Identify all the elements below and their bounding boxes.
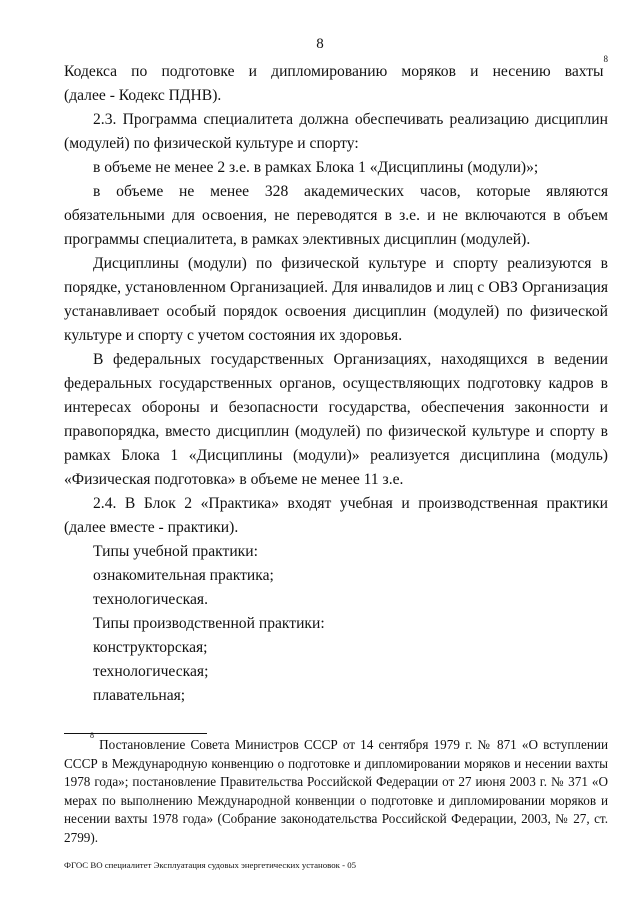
paragraph-2-4: 2.4. В Блок 2 «Практика» входят учебная и производственная практики (далее вместе - практики). bbox=[64, 495, 608, 536]
paragraph-2-3: 2.3. Программа специалитета должна обеспечивать реализацию дисциплин (модулей) по физической культуре и спорту: bbox=[64, 111, 608, 152]
footnote bbox=[64, 731, 609, 847]
list-heading-study-practice: Типы учебной практики: bbox=[93, 543, 258, 560]
footnote-divider bbox=[64, 733, 207, 734]
main-text bbox=[64, 54, 608, 708]
page-footer: ФГОС ВО специалитет Эксплуатация судовых энергетических установок - 05 bbox=[64, 860, 356, 870]
list-item: ознакомительная практика; bbox=[93, 567, 274, 584]
page-number: 8 bbox=[316, 36, 324, 52]
list-item: плавательная; bbox=[93, 687, 186, 704]
paragraph-1a bbox=[64, 54, 608, 84]
list-heading-production-practice: Типы производственной практики: bbox=[93, 615, 325, 632]
list-item: технологическая. bbox=[93, 591, 208, 608]
list-item: технологическая; bbox=[93, 663, 209, 680]
paragraph-1b: (далее - Кодекс ПДНВ). bbox=[64, 87, 222, 104]
paragraph-volume-1: в объеме не менее 2 з.е. в рамках Блока 1 «Дисциплины (модули)»; bbox=[93, 159, 539, 176]
footnote-text: Постановление Совета Министров СССР от 14 сентября 1979 г. № 871 «О вступлении СССР в Международную конвенцию о подготовке и дипломировании моряков и несении вахты 1978 года»; постановление Правительства Российской Федерации от 27 июня 2003 г. № 371 «О мерах по выполнению Международной конвенции о подготовке и дипломировании моряков и несении вахты 1978 года» (Собрание законодательства Российской Федерации, 2003, № 27, ст. 2799). bbox=[64, 737, 609, 845]
footnote-ref: 8 bbox=[603, 54, 608, 64]
paragraph-disciplines: Дисциплины (модули) по физической культуре и спорту реализуются в порядке, установленном Организацией. Для инвалидов и лиц с ОВЗ Организация устанавливает особый порядок освоения дисциплин (модулей) по физической культуре и спорту с учетом состояния их здоровья. bbox=[64, 255, 608, 344]
footnote-mark: 8 bbox=[90, 731, 94, 740]
list-item: конструкторская; bbox=[93, 639, 208, 656]
paragraph-1a-text: Кодекса по подготовке и дипломированию моряков и несению вахты bbox=[64, 63, 604, 80]
paragraph-federal: В федеральных государственных Организациях, находящихся в ведении федеральных государственных органов, осуществляющих подготовку кадров в интересах обороны и безопасности государства, обеспечения законности и правопорядка, вместо дисциплин (модулей) по физической культуре и спорту в рамках Блока 1 «Дисциплины (модули)» реализуется дисциплина (модуль) «Физическая подготовка» в объеме не менее 11 з.е. bbox=[64, 351, 608, 488]
footnote-paragraph bbox=[64, 731, 609, 847]
paragraph-volume-2: в объеме не менее 328 академических часов, которые являются обязательными для освоения, не переводятся в з.е. и не включаются в объем программы специалитета, в рамках элективных дисциплин (модулей). bbox=[64, 183, 608, 248]
